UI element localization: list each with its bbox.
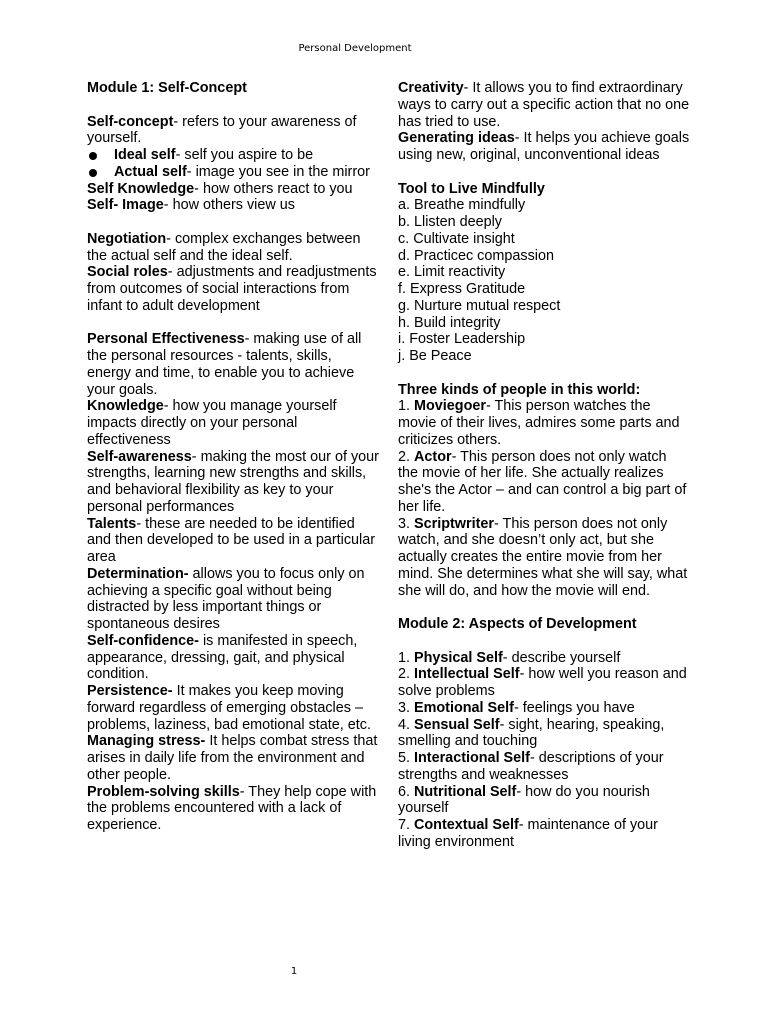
definition: - how you manage yourself impacts directly on your personal effectiveness <box>87 398 337 448</box>
term: Negotiation <box>87 230 167 247</box>
item-number: 1. <box>398 649 414 666</box>
managing-stress-entry <box>87 733 379 783</box>
definition: is manifested in speech, appearance, dressing, gait, and physical condition. <box>87 632 358 683</box>
self-confidence-entry <box>87 633 379 683</box>
definition: - these are needed to be identified and then developed to be used in a particular area <box>87 515 376 565</box>
term: Ideal self <box>114 147 176 163</box>
definition: - making the most our of your strengths, learning new strengths and skills, and behavioral flexibility as key to your personal performances <box>87 448 379 515</box>
self-knowledge-entry <box>87 181 379 198</box>
spacer <box>87 315 379 332</box>
problem-solving-entry <box>87 784 379 834</box>
item-number: 3. <box>398 515 411 532</box>
ideal-self-bullet <box>87 147 379 164</box>
term: Interactional Self <box>414 750 530 766</box>
definition: - describe yourself <box>502 649 621 666</box>
negotiation-entry <box>87 231 379 265</box>
tool-item: d. Practicec compassion <box>398 247 554 264</box>
definition: - feelings you have <box>513 699 635 716</box>
three-kinds-title: Three kinds of people in this world: <box>398 381 641 398</box>
tool-item: g. Nurture mutual respect <box>398 297 561 314</box>
term: Personal Effectiveness <box>87 331 245 348</box>
spacer <box>398 633 690 650</box>
module-1-title: Module 1: Self-Concept <box>87 80 247 96</box>
intellectual-self-entry <box>398 666 690 700</box>
self-awareness-entry <box>87 449 379 516</box>
item-number: 7. <box>398 817 414 833</box>
term: Contextual Self <box>414 817 519 833</box>
item-number: 6. <box>398 783 414 800</box>
actual-self-bullet <box>87 164 379 181</box>
determination-entry <box>87 566 379 633</box>
definition: - It allows you to find extraordinary ways to carry out a specific action that no one has tried to use. <box>398 80 690 130</box>
definition: - descriptions of your strengths and weaknesses <box>398 750 664 783</box>
tool-item: i. Foster Leadership <box>398 331 526 348</box>
spacer <box>398 599 690 616</box>
scriptwriter-entry <box>398 516 690 600</box>
talents-entry <box>87 516 379 566</box>
spacer <box>398 365 690 382</box>
creativity-entry <box>398 80 690 130</box>
term: Self- Image <box>87 197 164 214</box>
definition: - sight, hearing, speaking, smelling and touching <box>398 716 665 750</box>
spacer <box>87 214 379 231</box>
term: Self-awareness <box>87 448 192 465</box>
term: Actual self <box>114 163 187 180</box>
term: Persistence- <box>87 683 173 699</box>
bullet-icon <box>89 152 97 160</box>
definition: It makes you keep moving forward regardless of emerging obstacles – problems, laziness, bad emotional state, etc. <box>87 683 371 733</box>
definition: - This person does not only watch, and she doesn’t only act, but she actually creates the entire movie from her mind. She determines what she will say, what she will do, and how the movie will end. <box>398 515 688 599</box>
definition: - It helps you achieve goals using new, original, unconventional ideas <box>398 130 690 163</box>
term: Managing stress- <box>87 733 206 750</box>
definition: - adjustments and readjustments from outcomes of social interactions from infant to adult development <box>87 264 377 314</box>
term: Actor <box>414 448 452 465</box>
definition: - This person does not only watch the movie of her life. She actually realizes she's the Actor – and can control a big part of her life. <box>398 448 687 515</box>
item-number: 1. <box>398 398 411 415</box>
tool-item: a. Breathe mindfully <box>398 197 526 214</box>
definition: - They help cope with the problems encountered with a lack of experience. <box>87 783 377 833</box>
tool-item: h. Build integrity <box>398 314 501 331</box>
definition: - self you aspire to be <box>175 147 314 163</box>
definition: It helps combat stress that arises in daily life from the environment and other people. <box>87 733 378 783</box>
nutritional-self-entry <box>398 784 690 818</box>
term: Knowledge <box>87 398 164 415</box>
term: Determination- <box>87 565 189 582</box>
moviegoer-entry <box>398 398 690 448</box>
definition: - how others react to you <box>194 180 353 197</box>
term: Scriptwriter <box>414 515 494 532</box>
definition: - complex exchanges between the actual self and the ideal self. <box>87 230 361 264</box>
term: Talents <box>87 515 137 532</box>
definition: - refers to your awareness of yourself. <box>87 113 357 147</box>
definition: - image you see in the mirror <box>186 163 370 180</box>
term: Intellectual Self <box>414 666 520 683</box>
term: Sensual Self <box>414 716 500 733</box>
tool-item: c. Cultivate insight <box>398 230 515 247</box>
definition: - making use of all the personal resources - talents, skills, energy and time, to enable you to achieve your goals. <box>87 331 362 398</box>
definition: - how do you nourish yourself <box>398 783 650 817</box>
self-concept-entry <box>87 114 379 148</box>
actor-entry <box>398 449 690 516</box>
contextual-self-entry <box>398 817 690 851</box>
interactional-self-entry <box>398 750 690 784</box>
spacer <box>398 164 690 181</box>
term: Moviegoer <box>414 398 486 415</box>
left-column <box>87 80 379 834</box>
term: Problem-solving skills <box>87 783 240 800</box>
tool-item: e. Limit reactivity <box>398 264 506 281</box>
page-header: Personal Development <box>298 43 412 54</box>
definition: allows you to focus only on achieving a specific goal without being distracted by less important things or spontaneous desires <box>87 565 365 632</box>
item-number: 2. <box>398 666 414 683</box>
tool-item: f. Express Gratitude <box>398 281 526 297</box>
module-2-title: Module 2: Aspects of Development <box>398 616 637 632</box>
item-number: 5. <box>398 750 414 766</box>
self-image-entry <box>87 197 379 214</box>
generating-ideas-entry <box>398 130 690 164</box>
right-column <box>398 80 690 851</box>
term: Creativity <box>398 80 464 96</box>
term: Physical Self <box>414 649 503 666</box>
spacer <box>87 97 379 114</box>
definition: - how others view us <box>163 197 295 214</box>
tool-to-live-mindfully-title: Tool to Live Mindfully <box>398 180 545 197</box>
bullet-icon <box>89 169 97 177</box>
term: Self-concept <box>87 113 174 130</box>
persistence-entry <box>87 683 379 733</box>
definition: - This person watches the movie of their lives, admires some parts and criticizes others. <box>398 398 680 448</box>
definition: - maintenance of your living environment <box>398 817 658 850</box>
social-roles-entry <box>87 264 379 314</box>
physical-self-entry <box>398 650 690 667</box>
emotional-self-entry <box>398 700 690 717</box>
term: Generating ideas <box>398 130 515 147</box>
personal-effectiveness-entry <box>87 331 379 398</box>
definition: - how well you reason and solve problems <box>398 666 687 699</box>
item-number: 4. <box>398 716 414 733</box>
knowledge-entry <box>87 398 379 448</box>
item-number: 3. <box>398 699 414 716</box>
term: Nutritional Self <box>414 783 517 800</box>
term: Emotional Self <box>414 699 514 716</box>
term: Self-confidence- <box>87 632 199 649</box>
tool-item: j. Be Peace <box>398 348 472 364</box>
term: Social roles <box>87 264 168 281</box>
sensual-self-entry <box>398 717 690 751</box>
term: Self Knowledge <box>87 180 195 197</box>
item-number: 2. <box>398 448 411 465</box>
tool-item: b. Llisten deeply <box>398 214 503 230</box>
page-number: 1 <box>290 966 298 977</box>
